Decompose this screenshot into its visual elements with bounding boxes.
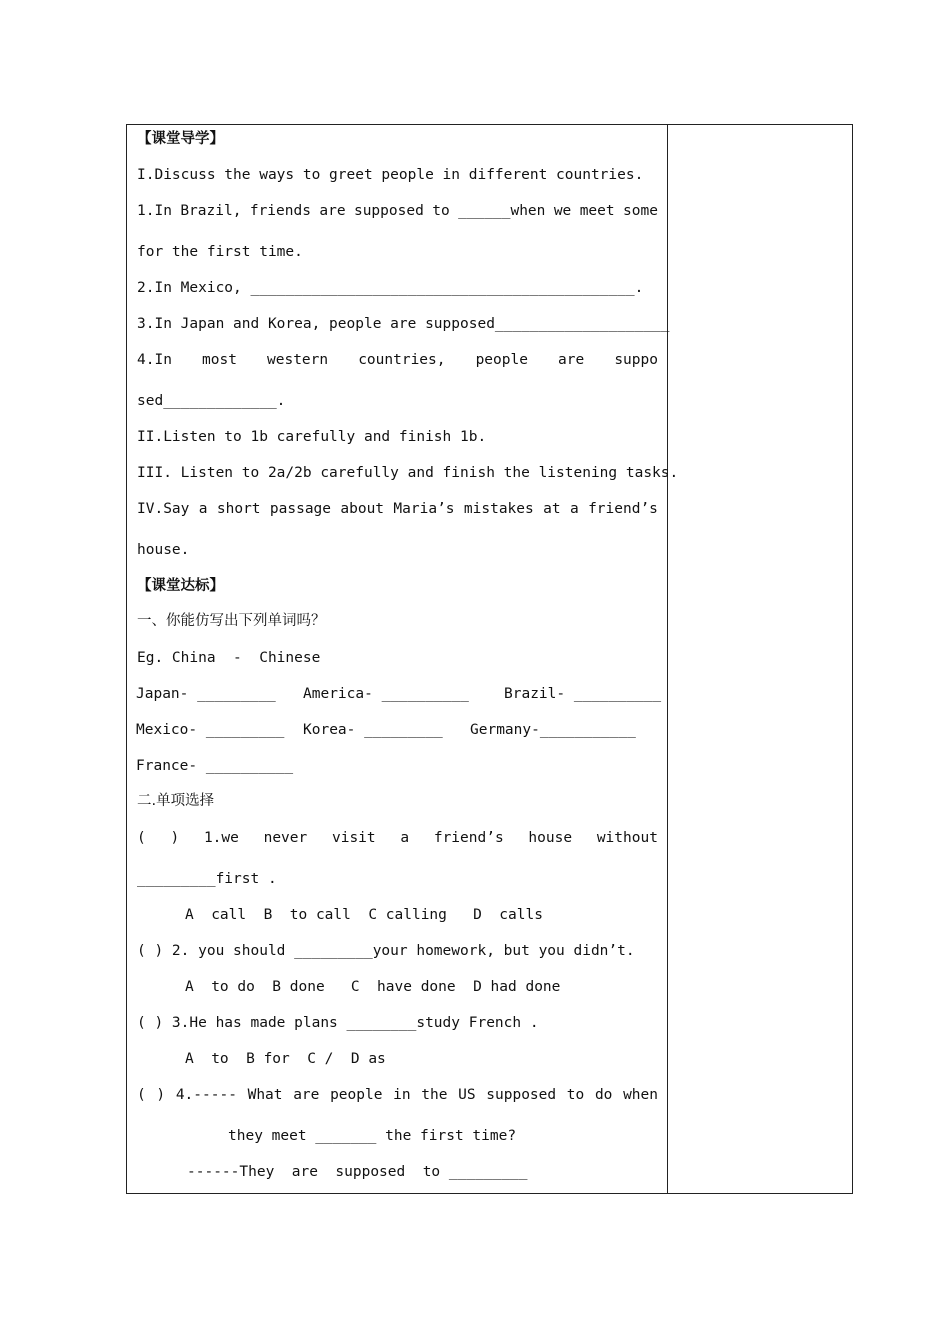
word: 1.we: [203, 830, 239, 846]
word: Brazil,: [180, 203, 242, 219]
word-germany: Germany-___________: [470, 722, 636, 738]
example-line: Eg. China - Chinese: [137, 650, 321, 666]
word: without: [596, 830, 658, 846]
task-4: [137, 500, 658, 518]
mc-question-3: ( ) 3.He has made plans ________study French .: [137, 1015, 539, 1031]
word: ): [156, 1087, 166, 1103]
word: ______when: [458, 203, 546, 219]
word: about: [340, 501, 385, 517]
word: (: [137, 1087, 146, 1103]
part-1-title: 一、你能仿写出下列单词吗？: [137, 613, 326, 629]
word: ): [170, 830, 180, 846]
task-1-item-1: [137, 202, 658, 220]
word: when: [623, 1087, 658, 1103]
mc-question-1-cont: _________first .: [137, 871, 277, 887]
word: a: [400, 830, 410, 846]
mc-question-4-cont: they meet _______ the first time?: [228, 1128, 517, 1144]
word: people: [330, 1087, 383, 1103]
word: suppo: [614, 352, 658, 368]
word: do: [594, 1087, 613, 1103]
word: countries,: [358, 352, 446, 368]
column-divider: [667, 125, 668, 1193]
word: IV.Say: [137, 501, 190, 517]
word: we: [553, 203, 572, 219]
word-korea: Korea- _________: [303, 722, 443, 738]
word: What: [247, 1087, 283, 1103]
word: friend’s: [433, 830, 504, 846]
word: the: [421, 1087, 448, 1103]
mc-question-1-options: A call B to call C calling D calls: [185, 907, 543, 923]
section-title-guide: 【课堂导学】: [137, 131, 224, 147]
word-japan: Japan- _________: [136, 686, 276, 702]
word: Maria’s: [393, 501, 455, 517]
word: supposed: [486, 1087, 557, 1103]
word: 4.In: [137, 352, 172, 368]
word: friends: [249, 203, 311, 219]
word: (: [137, 830, 146, 846]
mc-question-1: [137, 829, 658, 847]
word: some: [623, 203, 658, 219]
word: never: [263, 830, 308, 846]
word-france: France- __________: [136, 758, 294, 774]
mc-question-4-answer: ------They are supposed to _________: [187, 1164, 528, 1180]
task-3: III. Listen to 2a/2b carefully and finish the listening tasks.: [137, 465, 679, 481]
task-1: I.Discuss the ways to greet people in different countries.: [137, 167, 644, 183]
word: US: [458, 1087, 476, 1103]
task-1-item-3: 3.In Japan and Korea, people are supposed____________________: [137, 316, 670, 332]
word: are: [319, 203, 346, 219]
word-mexico: Mexico- _________: [136, 722, 285, 738]
word: supposed: [353, 203, 424, 219]
word: 1.In: [137, 203, 172, 219]
part-2-title: 二.单项选择: [137, 793, 215, 809]
word: meet: [579, 203, 615, 219]
task-2: II.Listen to 1b carefully and finish 1b.: [137, 429, 487, 445]
task-1-item-1-cont: for the first time.: [137, 244, 303, 260]
word: friend’s: [588, 501, 658, 517]
word: at: [543, 501, 561, 517]
word: passage: [269, 501, 332, 517]
task-1-item-2: 2.In Mexico, ____________________________________________.: [137, 280, 644, 296]
section-title-practice: 【课堂达标】: [137, 578, 224, 594]
word-brazil: Brazil- __________: [504, 686, 662, 702]
word: people: [475, 352, 528, 368]
task-1-item-4: [137, 351, 658, 369]
lesson-table: [126, 124, 853, 1194]
task-1-item-4-cont: sed_____________.: [137, 393, 286, 409]
word: 4.-----: [175, 1087, 237, 1103]
word: short: [216, 501, 261, 517]
mc-question-4: [137, 1086, 658, 1104]
word: to: [566, 1087, 585, 1103]
word: to: [432, 203, 450, 219]
mc-question-2-options: A to do B done C have done D had done: [185, 979, 561, 995]
word: are: [293, 1087, 320, 1103]
word: in: [393, 1087, 411, 1103]
word: visit: [331, 830, 376, 846]
word: mistakes: [463, 501, 534, 517]
word: a: [198, 501, 208, 517]
word-america: America- __________: [303, 686, 469, 702]
word: most: [202, 352, 237, 368]
task-4-cont: house.: [137, 542, 190, 558]
mc-question-2: ( ) 2. you should _________your homework, but you didn’t.: [137, 943, 635, 959]
word: house: [528, 830, 573, 846]
word: a: [569, 501, 579, 517]
mc-question-3-options: A to B for C / D as: [185, 1051, 386, 1067]
word: are: [558, 352, 585, 368]
word: western: [267, 352, 329, 368]
